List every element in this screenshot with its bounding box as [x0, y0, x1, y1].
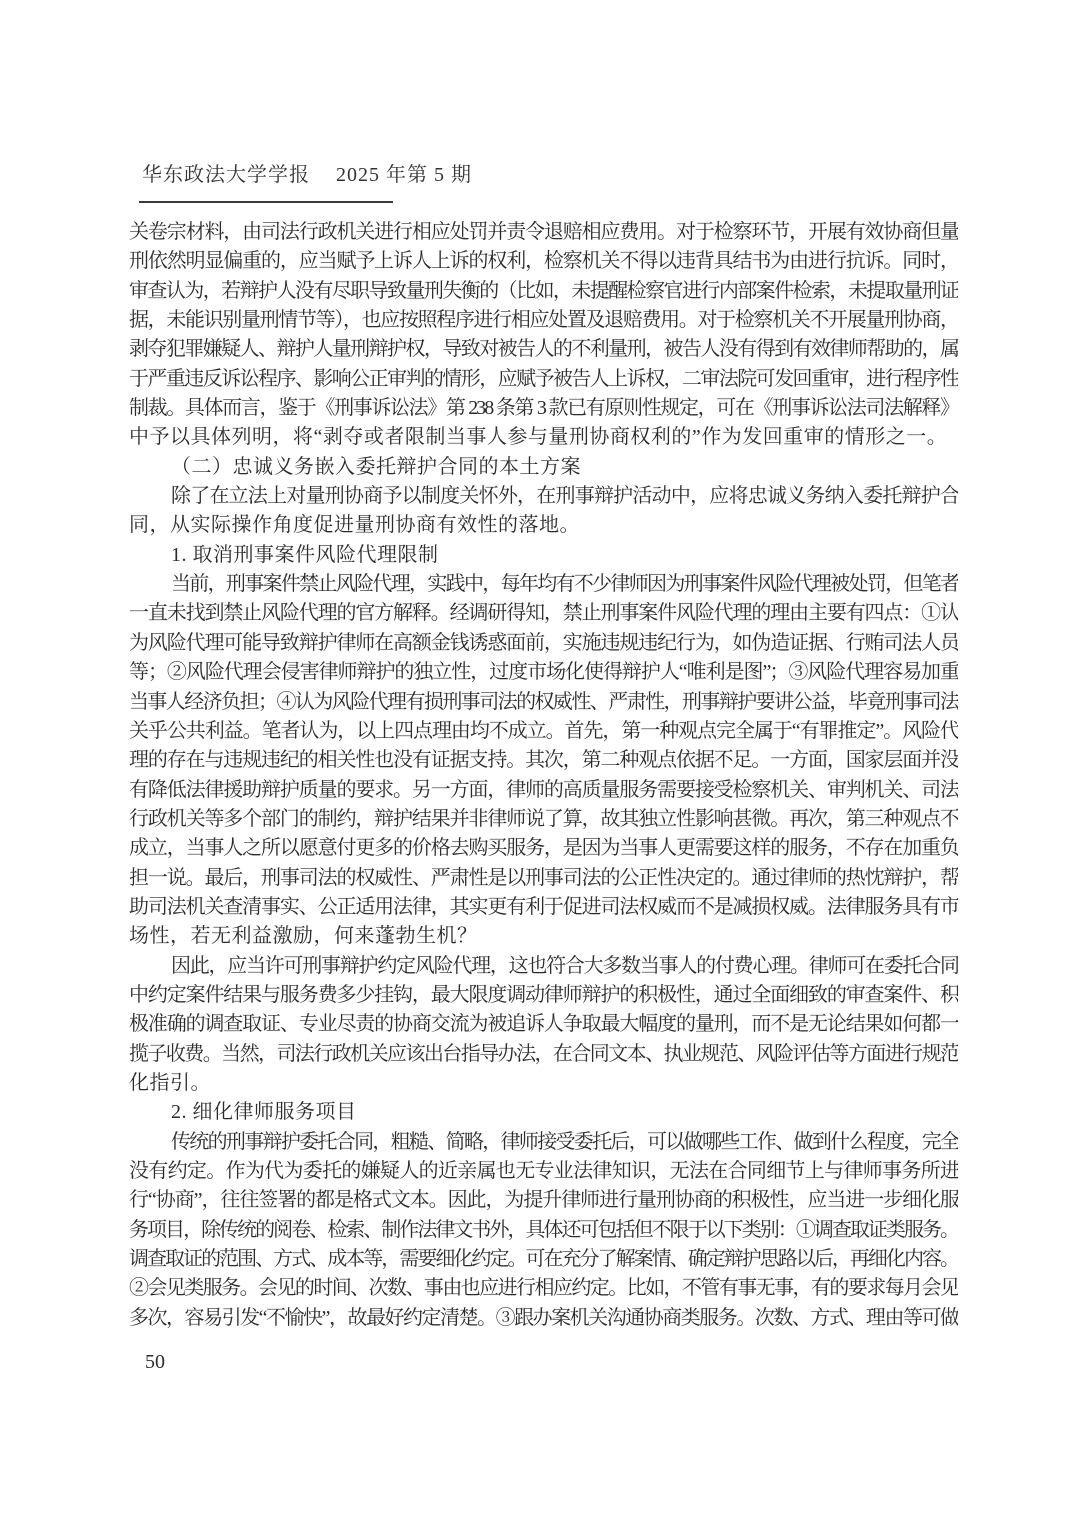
text-line: 审查认为，若辩护人没有尽职导致量刑失衡的（比如，未提醒检察官进行内部案件检索，未提取量刑证	[129, 279, 958, 302]
text-line: 除了在立法上对量刑协商予以制度关怀外，在刑事辩护活动中，应将忠诚义务纳入委托辩护合	[171, 485, 958, 508]
text-line: ②会见类服务。会见的时间、次数、事由也应进行相应约定。比如，不管有事无事，有的要求每月会见	[129, 1277, 958, 1300]
text-line: 成立，当事人之所以愿意付更多的价格去购买服务，是因为当事人更需要这样的服务，不存在加重负	[129, 837, 958, 860]
text-line: 关卷宗材料，由司法行政机关进行相应处罚并责令退赔相应费用。对于检察环节，开展有效协商但量	[129, 221, 958, 243]
text-line: 于严重违反诉讼程序、影响公正审判的情形，应赋予被告人上诉权，二审法院可发回重审，进行程序性	[129, 367, 958, 390]
text-line: 担一说。最后，刑事司法的权威性、严肃性是以刑事司法的公正性决定的。通过律师的热忱辩护，帮	[129, 866, 958, 889]
text-line: 务项目，除传统的阅卷、检索、制作法律文书外，具体还可包括但不限于以下类别：①调查取证类服务。	[129, 1218, 958, 1241]
text-line: 行“协商”，往往签署的都是格式文本。因此，为提升律师进行量刑协商的积极性，应当进一步细化服	[129, 1189, 958, 1212]
text-line: 据，未能识别量刑情节等），也应按照程序进行相应处置及退赔费用。对于检察机关不开展量刑协商，	[129, 309, 958, 332]
text-line: 中予以具体列明，将“剥夺或者限制当事人参与量刑协商权利的”作为发回重审的情形之一。	[129, 426, 948, 449]
text-line: 一直未找到禁止风险代理的官方解释。经调研得知，禁止刑事案件风险代理的理由主要有四点：①认	[129, 602, 958, 625]
journal-title: 华东政法大学学报	[142, 164, 310, 186]
text-line: 1. 取消刑事案件风险代理限制	[171, 543, 439, 566]
text-line: 极准确的调查取证、专业尽责的协商交流为被追诉人争取最大幅度的量刑，而不是无论结果如何都一	[129, 1013, 958, 1036]
text-line: 场性，若无利益激励，何来蓬勃生机？	[129, 925, 478, 948]
text-line: （二）忠诚义务嵌入委托辩护合同的本土方案	[171, 455, 581, 478]
text-line: 制裁。具体而言，鉴于《刑事诉讼法》第 238 条第 3 款已有原则性规定，可在《刑事诉讼法司法解释》	[129, 397, 958, 420]
text-line: 同，从实际操作角度促进量刑协商有效性的落地。	[129, 514, 580, 537]
text-line: 化指引。	[129, 1071, 211, 1094]
text-line: 当前，刑事案件禁止风险代理，实践中，每年均有不少律师因为刑事案件风险代理被处罚，但笔者	[171, 573, 958, 596]
text-line: 调查取证的范围、方式、成本等，需要细化约定。可在充分了解案情、确定辩护思路以后，再细化内容。	[129, 1248, 958, 1271]
text-line: 因此，应当许可刑事辩护约定风险代理，这也符合大多数当事人的付费心理。律师可在委托合同	[171, 954, 958, 977]
text-line: 等；②风险代理会侵害律师辩护的独立性，过度市场化使得辩护人“唯利是图”；③风险代理容易加重	[129, 661, 958, 684]
text-line: 为风险代理可能导致辩护律师在高额金钱诱惑面前，实施违规违纪行为，如伪造证据、行贿司法人员	[129, 631, 958, 654]
header-rule	[139, 201, 393, 203]
text-line: 剥夺犯罪嫌疑人、辩护人量刑辩护权，导致对被告人的不利量刑，被告人没有得到有效律师帮助的，属	[129, 338, 958, 361]
text-line: 揽子收费。当然，司法行政机关应该出台指导办法，在合同文本、执业规范、风险评估等方面进行规范	[129, 1042, 958, 1065]
article-body	[129, 218, 958, 1333]
text-line: 有降低法律援助辩护质量的要求。另一方面，律师的高质量服务需要接受检察机关、审判机关、司法	[129, 778, 958, 801]
issue-label: 2025 年第 5 期	[336, 164, 472, 186]
text-line: 传统的刑事辩护委托合同，粗糙、简略，律师接受委托后，可以做哪些工作、做到什么程度，完全	[171, 1130, 958, 1153]
running-header	[142, 163, 472, 187]
text-line: 中约定案件结果与服务费多少挂钩，最大限度调动律师辩护的积极性，通过全面细致的审查案件、积	[129, 983, 958, 1006]
page-number: 50	[145, 1351, 165, 1373]
text-line: 关乎公共利益。笔者认为，以上四点理由均不成立。首先，第一种观点完全属于“有罪推定”。风险代	[129, 719, 958, 742]
text-line: 行政机关等多个部门的制约，辩护结果并非律师说了算，故其独立性影响甚微。再次，第三种观点不	[129, 807, 958, 830]
text-line: 2. 细化律师服务项目	[171, 1101, 357, 1124]
text-line: 刑依然明显偏重的，应当赋予上诉人上诉的权利，检察机关不得以违背具结书为由进行抗诉。同时，	[129, 250, 958, 273]
text-line: 当事人经济负担；④认为风险代理有损刑事司法的权威性、严肃性，刑事辩护要讲公益，毕竟刑事司法	[129, 690, 958, 713]
text-line: 没有约定。作为代为委托的嫌疑人的近亲属也无专业法律知识，无法在合同细节上与律师事务所进	[129, 1160, 958, 1182]
text-line: 多次，容易引发“不愉快”，故最好约定清楚。③跟办案机关沟通协商类服务。次数、方式、理由等可做	[129, 1306, 958, 1329]
text-line: 助司法机关查清事实、公正适用法律，其实更有利于促进司法权威而不是减损权威。法律服务具有市	[129, 895, 958, 918]
text-line: 理的存在与违规违纪的相关性也没有证据支持。其次，第二种观点依据不足。一方面，国家层面并没	[129, 749, 958, 772]
